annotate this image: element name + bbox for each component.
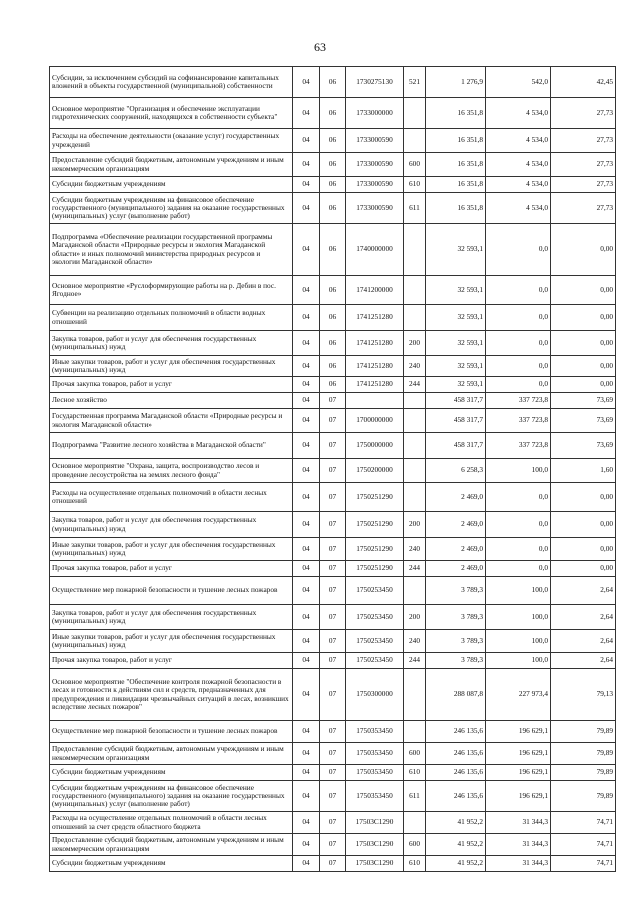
row-plan-amount-cell: 3 789,3: [426, 605, 486, 630]
row-name-cell: Государственная программа Магаданской области «Природные ресурсы и экология Магаданской области»: [50, 409, 293, 433]
row-target-article-cell: 17503С1290: [346, 856, 404, 872]
row-subsection-cell: 06: [320, 356, 346, 377]
row-section-cell: 04: [293, 377, 320, 393]
row-section-cell: 04: [293, 356, 320, 377]
row-execution-percent-cell: 74,71: [551, 856, 616, 872]
row-expense-type-cell: 610: [404, 765, 426, 781]
row-execution-percent-cell: 74,71: [551, 812, 616, 834]
row-executed-amount-cell: 227 973,4: [486, 669, 551, 721]
row-target-article-cell: 1750253450: [346, 605, 404, 630]
row-executed-amount-cell: 4 534,0: [486, 129, 551, 153]
row-section-cell: 04: [293, 669, 320, 721]
row-executed-amount-cell: 0,0: [486, 377, 551, 393]
row-execution-percent-cell: 0,00: [551, 356, 616, 377]
table-row: [50, 483, 616, 512]
row-expense-type-cell: 200: [404, 331, 426, 356]
table-row: [50, 577, 616, 605]
row-execution-percent-cell: 42,45: [551, 67, 616, 98]
row-expense-type-cell: [404, 459, 426, 483]
row-plan-amount-cell: 2 469,0: [426, 512, 486, 538]
row-execution-percent-cell: 27,73: [551, 177, 616, 193]
row-name-cell: Субсидии бюджетным учреждениям: [50, 856, 293, 872]
row-execution-percent-cell: 0,00: [551, 483, 616, 512]
table-row: [50, 669, 616, 721]
row-subsection-cell: 07: [320, 483, 346, 512]
table-row: [50, 67, 616, 98]
row-subsection-cell: 06: [320, 331, 346, 356]
row-section-cell: 04: [293, 305, 320, 331]
row-plan-amount-cell: 32 593,1: [426, 377, 486, 393]
row-target-article-cell: 17503С1290: [346, 812, 404, 834]
row-plan-amount-cell: 41 952,2: [426, 856, 486, 872]
row-executed-amount-cell: 196 629,1: [486, 721, 551, 743]
row-expense-type-cell: 200: [404, 512, 426, 538]
row-execution-percent-cell: 1,60: [551, 459, 616, 483]
row-plan-amount-cell: 458 317,7: [426, 393, 486, 409]
row-expense-type-cell: [404, 577, 426, 605]
row-plan-amount-cell: 32 593,1: [426, 224, 486, 276]
row-name-cell: Подпрограмма "Развитие лесного хозяйства в Магаданской области": [50, 433, 293, 459]
row-name-cell: Иные закупки товаров, работ и услуг для обеспечения государственных (муниципальных) нужд: [50, 356, 293, 377]
table-row: [50, 538, 616, 561]
row-section-cell: 04: [293, 743, 320, 765]
row-section-cell: 04: [293, 856, 320, 872]
row-target-article-cell: 1750253450: [346, 653, 404, 669]
row-target-article-cell: 1700000000: [346, 409, 404, 433]
table-row: [50, 153, 616, 177]
row-expense-type-cell: [404, 812, 426, 834]
row-target-article-cell: 1733000590: [346, 153, 404, 177]
row-execution-percent-cell: 27,73: [551, 98, 616, 129]
row-target-article-cell: 1750251290: [346, 561, 404, 577]
row-execution-percent-cell: 0,00: [551, 512, 616, 538]
row-executed-amount-cell: 196 629,1: [486, 781, 551, 812]
row-name-cell: Иные закупки товаров, работ и услуг для обеспечения государственных (муниципальных) нужд: [50, 538, 293, 561]
row-executed-amount-cell: 0,0: [486, 538, 551, 561]
row-subsection-cell: 06: [320, 177, 346, 193]
row-section-cell: 04: [293, 653, 320, 669]
row-plan-amount-cell: 41 952,2: [426, 834, 486, 856]
row-plan-amount-cell: 246 135,6: [426, 721, 486, 743]
row-plan-amount-cell: 246 135,6: [426, 765, 486, 781]
row-execution-percent-cell: 2,64: [551, 630, 616, 653]
row-execution-percent-cell: 2,64: [551, 577, 616, 605]
budget-table: [49, 66, 616, 872]
row-subsection-cell: 07: [320, 538, 346, 561]
row-section-cell: 04: [293, 605, 320, 630]
row-subsection-cell: 07: [320, 721, 346, 743]
row-execution-percent-cell: 73,69: [551, 393, 616, 409]
row-section-cell: 04: [293, 630, 320, 653]
row-executed-amount-cell: 4 534,0: [486, 177, 551, 193]
table-row: [50, 276, 616, 305]
row-subsection-cell: 06: [320, 67, 346, 98]
row-section-cell: 04: [293, 538, 320, 561]
row-executed-amount-cell: 31 344,3: [486, 812, 551, 834]
row-plan-amount-cell: 2 469,0: [426, 483, 486, 512]
row-executed-amount-cell: 4 534,0: [486, 98, 551, 129]
row-subsection-cell: 06: [320, 276, 346, 305]
row-execution-percent-cell: 79,89: [551, 765, 616, 781]
row-subsection-cell: 07: [320, 409, 346, 433]
row-section-cell: 04: [293, 331, 320, 356]
row-expense-type-cell: [404, 129, 426, 153]
row-section-cell: 04: [293, 129, 320, 153]
row-name-cell: Осуществление мер пожарной безопасности и тушение лесных пожаров: [50, 721, 293, 743]
table-row: [50, 561, 616, 577]
row-name-cell: Закупка товаров, работ и услуг для обеспечения государственных (муниципальных) нужд: [50, 331, 293, 356]
row-subsection-cell: 06: [320, 305, 346, 331]
row-execution-percent-cell: 73,69: [551, 409, 616, 433]
row-plan-amount-cell: 2 469,0: [426, 538, 486, 561]
row-executed-amount-cell: 4 534,0: [486, 153, 551, 177]
row-execution-percent-cell: 79,89: [551, 781, 616, 812]
row-name-cell: Прочая закупка товаров, работ и услуг: [50, 561, 293, 577]
row-expense-type-cell: 600: [404, 153, 426, 177]
row-name-cell: Лесное хозяйство: [50, 393, 293, 409]
row-execution-percent-cell: 2,64: [551, 653, 616, 669]
row-expense-type-cell: [404, 483, 426, 512]
row-name-cell: Осуществление мер пожарной безопасности и тушение лесных пожаров: [50, 577, 293, 605]
row-execution-percent-cell: 0,00: [551, 377, 616, 393]
row-expense-type-cell: 611: [404, 781, 426, 812]
row-target-article-cell: 1741251280: [346, 305, 404, 331]
table-row: [50, 605, 616, 630]
row-section-cell: 04: [293, 193, 320, 224]
row-plan-amount-cell: 16 351,8: [426, 153, 486, 177]
row-name-cell: Предоставление субсидий бюджетным, автономным учреждениям и иным некоммерческим организациям: [50, 153, 293, 177]
table-row: [50, 224, 616, 276]
table-row: [50, 193, 616, 224]
table-row: [50, 721, 616, 743]
row-target-article-cell: 1741251280: [346, 331, 404, 356]
row-executed-amount-cell: 0,0: [486, 224, 551, 276]
row-execution-percent-cell: 0,00: [551, 276, 616, 305]
row-name-cell: Расходы на обеспечение деятельности (оказание услуг) государственных учреждений: [50, 129, 293, 153]
row-plan-amount-cell: 32 593,1: [426, 305, 486, 331]
row-target-article-cell: 17503С1290: [346, 834, 404, 856]
row-executed-amount-cell: 0,0: [486, 561, 551, 577]
row-name-cell: Субсидии бюджетным учреждениям на финансовое обеспечение государственного (муниципального) задания на оказание государственных (муниципальных) услуг (выполнение работ): [50, 193, 293, 224]
table-row: [50, 377, 616, 393]
row-plan-amount-cell: 32 593,1: [426, 331, 486, 356]
row-name-cell: Субсидии, за исключением субсидий на софинансирование капитальных вложений в объекты государственной (муниципальной) собственности: [50, 67, 293, 98]
row-executed-amount-cell: 0,0: [486, 331, 551, 356]
row-plan-amount-cell: 16 351,8: [426, 193, 486, 224]
row-target-article-cell: 1750353450: [346, 765, 404, 781]
row-subsection-cell: 07: [320, 630, 346, 653]
table-row: [50, 409, 616, 433]
row-target-article-cell: [346, 393, 404, 409]
row-execution-percent-cell: 74,71: [551, 834, 616, 856]
row-expense-type-cell: [404, 224, 426, 276]
row-plan-amount-cell: 32 593,1: [426, 356, 486, 377]
row-expense-type-cell: [404, 409, 426, 433]
row-plan-amount-cell: 288 087,8: [426, 669, 486, 721]
row-subsection-cell: 06: [320, 377, 346, 393]
row-executed-amount-cell: 337 723,8: [486, 433, 551, 459]
table-row: [50, 177, 616, 193]
row-subsection-cell: 07: [320, 812, 346, 834]
row-plan-amount-cell: 246 135,6: [426, 781, 486, 812]
row-section-cell: 04: [293, 276, 320, 305]
row-expense-type-cell: [404, 276, 426, 305]
row-expense-type-cell: [404, 721, 426, 743]
row-name-cell: Субсидии бюджетным учреждениям на финансовое обеспечение государственного (муниципального) задания на оказание государственных (муниципальных) услуг (выполнение работ): [50, 781, 293, 812]
row-target-article-cell: 1750353450: [346, 743, 404, 765]
row-executed-amount-cell: 0,0: [486, 276, 551, 305]
row-target-article-cell: 1730275130: [346, 67, 404, 98]
row-section-cell: 04: [293, 224, 320, 276]
row-plan-amount-cell: 16 351,8: [426, 129, 486, 153]
row-name-cell: Основное мероприятие «Руслоформирующие работы на р. Дебин в пос. Ягодное»: [50, 276, 293, 305]
row-name-cell: Прочая закупка товаров, работ и услуг: [50, 653, 293, 669]
row-subsection-cell: 07: [320, 765, 346, 781]
row-target-article-cell: 1740000000: [346, 224, 404, 276]
table-row: [50, 856, 616, 872]
table-row: [50, 630, 616, 653]
table-row: [50, 765, 616, 781]
row-plan-amount-cell: 2 469,0: [426, 561, 486, 577]
row-section-cell: 04: [293, 459, 320, 483]
row-execution-percent-cell: 27,73: [551, 129, 616, 153]
row-section-cell: 04: [293, 765, 320, 781]
row-expense-type-cell: 240: [404, 538, 426, 561]
row-section-cell: 04: [293, 812, 320, 834]
row-name-cell: Расходы на осуществление отдельных полномочий в области лесных отношений за счет средств областного бюджета: [50, 812, 293, 834]
row-subsection-cell: 06: [320, 98, 346, 129]
row-subsection-cell: 07: [320, 393, 346, 409]
row-section-cell: 04: [293, 781, 320, 812]
row-expense-type-cell: 610: [404, 856, 426, 872]
row-plan-amount-cell: 16 351,8: [426, 98, 486, 129]
row-section-cell: 04: [293, 561, 320, 577]
row-executed-amount-cell: 31 344,3: [486, 856, 551, 872]
row-target-article-cell: 1750251290: [346, 512, 404, 538]
row-expense-type-cell: 240: [404, 630, 426, 653]
row-expense-type-cell: 244: [404, 377, 426, 393]
row-plan-amount-cell: 458 317,7: [426, 433, 486, 459]
row-section-cell: 04: [293, 177, 320, 193]
row-subsection-cell: 07: [320, 605, 346, 630]
row-plan-amount-cell: 246 135,6: [426, 743, 486, 765]
table-row: [50, 743, 616, 765]
row-executed-amount-cell: 100,0: [486, 459, 551, 483]
row-expense-type-cell: 600: [404, 834, 426, 856]
row-expense-type-cell: 521: [404, 67, 426, 98]
row-name-cell: Основное мероприятие "Охрана, защита, воспроизводство лесов и проведение лесоустройства на землях лесного фонда": [50, 459, 293, 483]
row-subsection-cell: 06: [320, 224, 346, 276]
row-target-article-cell: 1741251280: [346, 377, 404, 393]
row-subsection-cell: 07: [320, 669, 346, 721]
row-subsection-cell: 07: [320, 856, 346, 872]
row-expense-type-cell: 200: [404, 605, 426, 630]
row-expense-type-cell: [404, 433, 426, 459]
row-name-cell: Основное мероприятие "Обеспечение контроля пожарной безопасности в лесах и готовности к действиям сил и средств, предназначенных для предупреждения и ликвидации чрезвычайных ситуаций в лесах, возникших вследствие лесных пожаров": [50, 669, 293, 721]
row-execution-percent-cell: 79,89: [551, 743, 616, 765]
row-expense-type-cell: 240: [404, 356, 426, 377]
row-expense-type-cell: 244: [404, 653, 426, 669]
row-expense-type-cell: 610: [404, 177, 426, 193]
row-subsection-cell: 07: [320, 781, 346, 812]
row-expense-type-cell: [404, 393, 426, 409]
row-name-cell: Основное мероприятие "Организация и обеспечение эксплуатации гидротехнических сооружений, находящихся в собственности субъекта": [50, 98, 293, 129]
row-section-cell: 04: [293, 409, 320, 433]
row-target-article-cell: 1733000590: [346, 129, 404, 153]
table-body: [50, 67, 616, 872]
row-target-article-cell: 1750353450: [346, 781, 404, 812]
row-executed-amount-cell: 337 723,8: [486, 409, 551, 433]
row-plan-amount-cell: 16 351,8: [426, 177, 486, 193]
row-plan-amount-cell: 1 276,9: [426, 67, 486, 98]
row-execution-percent-cell: 0,00: [551, 331, 616, 356]
row-subsection-cell: 06: [320, 153, 346, 177]
row-name-cell: Прочая закупка товаров, работ и услуг: [50, 377, 293, 393]
row-executed-amount-cell: 100,0: [486, 653, 551, 669]
table-row: [50, 98, 616, 129]
row-executed-amount-cell: 196 629,1: [486, 743, 551, 765]
row-subsection-cell: 07: [320, 834, 346, 856]
row-executed-amount-cell: 100,0: [486, 605, 551, 630]
table-row: [50, 459, 616, 483]
row-execution-percent-cell: 79,13: [551, 669, 616, 721]
row-plan-amount-cell: 6 258,3: [426, 459, 486, 483]
row-plan-amount-cell: 32 593,1: [426, 276, 486, 305]
row-execution-percent-cell: 0,00: [551, 538, 616, 561]
row-subsection-cell: 07: [320, 577, 346, 605]
row-name-cell: Расходы на осуществление отдельных полномочий в области лесных отношений: [50, 483, 293, 512]
row-executed-amount-cell: 0,0: [486, 305, 551, 331]
row-execution-percent-cell: 27,73: [551, 153, 616, 177]
row-subsection-cell: 07: [320, 459, 346, 483]
row-target-article-cell: 1733000590: [346, 177, 404, 193]
row-name-cell: Предоставление субсидий бюджетным, автономным учреждениям и иным некоммерческим организациям: [50, 743, 293, 765]
row-execution-percent-cell: 0,00: [551, 224, 616, 276]
row-name-cell: Субвенции на реализацию отдельных полномочий в области водных отношений: [50, 305, 293, 331]
row-section-cell: 04: [293, 834, 320, 856]
row-section-cell: 04: [293, 67, 320, 98]
row-subsection-cell: 07: [320, 561, 346, 577]
row-execution-percent-cell: 0,00: [551, 305, 616, 331]
table-row: [50, 129, 616, 153]
row-section-cell: 04: [293, 433, 320, 459]
row-target-article-cell: 1750000000: [346, 433, 404, 459]
row-execution-percent-cell: 79,89: [551, 721, 616, 743]
row-executed-amount-cell: 337 723,8: [486, 393, 551, 409]
row-subsection-cell: 07: [320, 743, 346, 765]
row-section-cell: 04: [293, 393, 320, 409]
row-plan-amount-cell: 3 789,3: [426, 630, 486, 653]
row-target-article-cell: 1733000590: [346, 193, 404, 224]
row-name-cell: Предоставление субсидий бюджетным, автономным учреждениям и иным некоммерческим организациям: [50, 834, 293, 856]
table-row: [50, 834, 616, 856]
row-target-article-cell: 1750251290: [346, 538, 404, 561]
table-row: [50, 653, 616, 669]
row-section-cell: 04: [293, 153, 320, 177]
row-section-cell: 04: [293, 512, 320, 538]
row-target-article-cell: 1741200000: [346, 276, 404, 305]
row-subsection-cell: 06: [320, 129, 346, 153]
row-target-article-cell: 1750300000: [346, 669, 404, 721]
row-subsection-cell: 07: [320, 433, 346, 459]
row-execution-percent-cell: 73,69: [551, 433, 616, 459]
row-execution-percent-cell: 0,00: [551, 561, 616, 577]
row-name-cell: Подпрограмма «Обеспечение реализации государственной программы Магаданской области «Природные ресурсы и экология Магаданской области» и иных полномочий министерства природных ресурсов и экологии Магаданской области»: [50, 224, 293, 276]
table-row: [50, 512, 616, 538]
row-section-cell: 04: [293, 98, 320, 129]
table-row: [50, 356, 616, 377]
table-row: [50, 305, 616, 331]
row-expense-type-cell: 244: [404, 561, 426, 577]
row-section-cell: 04: [293, 483, 320, 512]
row-plan-amount-cell: 3 789,3: [426, 653, 486, 669]
row-plan-amount-cell: 458 317,7: [426, 409, 486, 433]
row-subsection-cell: 07: [320, 653, 346, 669]
row-executed-amount-cell: 0,0: [486, 356, 551, 377]
row-target-article-cell: 1750353450: [346, 721, 404, 743]
row-executed-amount-cell: 542,0: [486, 67, 551, 98]
row-name-cell: Субсидии бюджетным учреждениям: [50, 177, 293, 193]
row-execution-percent-cell: 27,73: [551, 193, 616, 224]
page-number: 63: [314, 40, 326, 54]
row-target-article-cell: 1750251290: [346, 483, 404, 512]
row-name-cell: Субсидии бюджетным учреждениям: [50, 765, 293, 781]
row-section-cell: 04: [293, 721, 320, 743]
row-executed-amount-cell: 196 629,1: [486, 765, 551, 781]
row-target-article-cell: 1750253450: [346, 577, 404, 605]
table-row: [50, 812, 616, 834]
table-row: [50, 781, 616, 812]
row-target-article-cell: 1741251280: [346, 356, 404, 377]
table-row: [50, 331, 616, 356]
row-expense-type-cell: 611: [404, 193, 426, 224]
row-executed-amount-cell: 31 344,3: [486, 834, 551, 856]
table-row: [50, 393, 616, 409]
row-target-article-cell: 1750253450: [346, 630, 404, 653]
row-subsection-cell: 06: [320, 193, 346, 224]
row-expense-type-cell: [404, 669, 426, 721]
row-execution-percent-cell: 2,64: [551, 605, 616, 630]
row-section-cell: 04: [293, 577, 320, 605]
row-target-article-cell: 1750200000: [346, 459, 404, 483]
row-expense-type-cell: 600: [404, 743, 426, 765]
table-row: [50, 433, 616, 459]
row-subsection-cell: 07: [320, 512, 346, 538]
row-target-article-cell: 1733000000: [346, 98, 404, 129]
row-plan-amount-cell: 41 952,2: [426, 812, 486, 834]
row-name-cell: Иные закупки товаров, работ и услуг для обеспечения государственных (муниципальных) нужд: [50, 630, 293, 653]
row-executed-amount-cell: 100,0: [486, 630, 551, 653]
row-name-cell: Закупка товаров, работ и услуг для обеспечения государственных (муниципальных) нужд: [50, 512, 293, 538]
row-executed-amount-cell: 0,0: [486, 512, 551, 538]
row-expense-type-cell: [404, 98, 426, 129]
row-executed-amount-cell: 4 534,0: [486, 193, 551, 224]
row-executed-amount-cell: 0,0: [486, 483, 551, 512]
row-name-cell: Закупка товаров, работ и услуг для обеспечения государственных (муниципальных) нужд: [50, 605, 293, 630]
row-plan-amount-cell: 3 789,3: [426, 577, 486, 605]
row-executed-amount-cell: 100,0: [486, 577, 551, 605]
row-expense-type-cell: [404, 305, 426, 331]
